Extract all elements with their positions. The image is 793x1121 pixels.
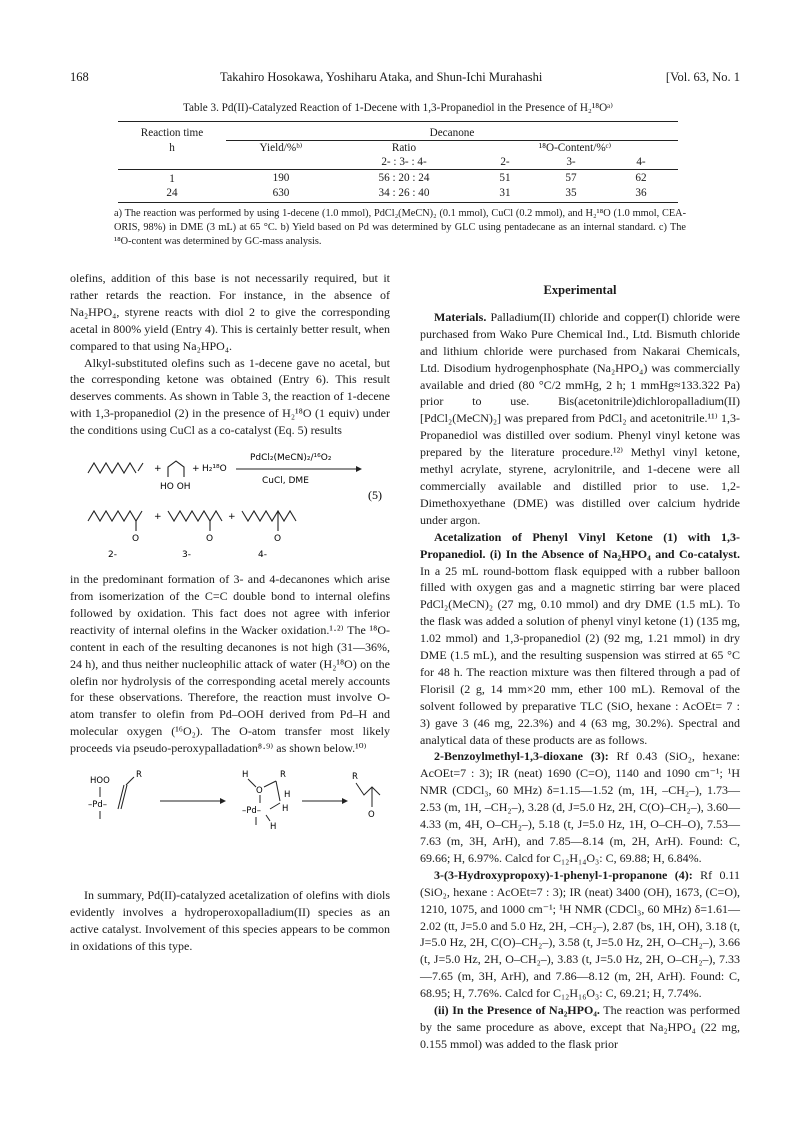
water-label: H₂¹⁸O [202,464,227,475]
propanediol-skeleton [168,461,184,477]
cell-content-4: 36 [635,187,647,199]
plus-sign: + [154,512,162,523]
decene-double-bond [138,463,143,471]
header-yield: Yield/%ᵇ⁾ [259,142,303,154]
header-content-2: 2- [500,156,510,168]
oxygen-label: O [256,786,263,797]
cell-ratio: 34 : 26 : 40 [378,187,430,199]
cell-time: 24 [166,187,178,199]
h-label: H [284,790,291,801]
left-column [70,270,390,955]
equation-number: (5) [368,488,382,503]
cell-ratio: 56 : 20 : 24 [378,172,430,184]
results-table [118,121,678,203]
table-footnotes: a) The reaction was performed by using 1-decene (1.0 mmol), PdCl₂(MeCN)₂ (0.1 mmol), CuCl (0.2 mmol), and H₂¹⁸O (1.0 mmol, CEA-ORIS, 98%) in DME (3 mL) at 65 °C. b) Yield based on Pd was determined by GLC using pentadecane as an internal standard. c) The ¹⁸O-content was determined by GC-mass analysis. [114,208,686,247]
cell-yield: 190 [272,172,290,184]
cell-time: 1 [169,173,175,185]
header-ratio-sub: 2- : 3- : 4- [381,156,427,168]
right-column [420,270,740,1053]
olefin-bond [118,785,124,809]
h-label: H [242,770,249,781]
plus-sign: + [228,512,236,523]
equation-5 [70,447,390,563]
header-content-3: 3- [566,156,576,168]
procedure-ii-label: (ii) In the Presence of Na₂HPO₄. [434,1003,600,1018]
cell-content-3: 35 [565,187,577,199]
h-label: H [282,804,289,815]
pd-label: –Pd– [242,806,262,817]
header-content-4: 4- [636,156,646,168]
cell-content-2: 51 [499,172,511,184]
4-decanone-skeleton [242,511,296,521]
materials-label: Materials. [434,309,487,324]
table-row [118,186,678,200]
cell-yield: 630 [272,187,290,199]
oxygen-label: O [274,534,282,545]
header-content: ¹⁸O-Content/%ᶜ⁾ [538,142,612,154]
oxygen-label: O [206,534,214,545]
label-2-decanone: 2- [108,550,117,561]
acetalization-text: In a 25 mL round-bottom flask equipped with a rubber balloon filled with oxygen gas and a magnetic stirring bar were placed PdCl₂(MeCN)₂ (27 mg, 0.10 mmol) and dry DME (1.5 mL). To the flask was added a solution of phenyl vinyl ketone (1) (135 mg, 1.02 mmol) and 1,3-propanediol (2) (92 mg, 1.21 mmol) in dry DME (1.5 mL), and the resulting suspension was stirred at 65 °C for 48 h. The reaction mixture was then filtered through a pad of Florisil (2 g, 14 mm×20 mm, ether 100 mL). Removal of the solvent followed by preparative TLC (SiO, hexane : AcOEt= 7 : 3) gave 3 (46 mg, 22.3%) and 4 (63 mg, 30.2%). Spectral and analytical data of these products are as follows. [420,563,740,747]
plus-sign: + [154,464,162,475]
procedure-ii-text: The reaction was performed by the same procedure as above, except that Na₂HPO₄ (22 mg, 0.155 mmol) was added to the flask prior [420,1003,740,1051]
reagent-top: PdCl₂(MeCN)₂/¹⁶O₂ [250,453,332,464]
r-label: R [352,772,358,783]
cyclic-bond [276,781,280,801]
h-label: H [270,822,277,833]
ketone-skeleton [356,783,380,795]
arrow-head [356,466,362,472]
olefin-bond-2 [121,785,127,809]
paragraph-base-effect: olefins, addition of this base is not necessarily required, but it rather retards the reaction. For instance, in the absence of Na₂HPO₄, styrene reacts with diol 2 to give the corresponding acetal in 800% yield (Entry 4). This is certainly better result, when compared to that using Na₂HPO₄. [70,271,391,353]
compound-4-label: 3-(3-Hydroxypropoxy)-1-phenyl-1-propanone (4): [434,867,693,882]
plus-sign: + [192,464,200,475]
acetalization-label: Acetalization of Phenyl Vinyl Ketone (1) with 1,3-Propanediol. (i) In the Absence of Na₂HPO₄ and Co-catalyst. [420,529,740,561]
r-label: R [280,770,286,781]
header-decanone: Decanone [226,122,678,141]
arrow-1-head [220,798,226,804]
label-3-decanone: 3- [182,550,191,561]
table-row [118,170,678,186]
arrow-2-head [342,798,348,804]
header-ratio: Ratio [391,142,417,154]
paragraph-alkyl-olefins: Alkyl-substituted olefins such as 1-decene gave no acetal, but the corresponding ketone was obtained (Entry 6). This result deserves comments. As shown in Table 3, the reaction of 1-decene with 1,3-propanediol (2) in the presence of H₂¹⁸O (1 equiv) under the conditions using CuCl as a co-catalyst (Eq. 5) results [70,355,390,438]
reagent-bottom: CuCl, DME [262,476,309,487]
header-h: h [169,141,175,154]
header-reaction-time: Reaction time [140,127,204,140]
compound-3-label: 2-Benzoylmethyl-1,3-dioxane (3): [434,749,609,764]
compound-4-text: Rf 0.11 (SiO₂, hexane : AcOEt=7 : 3); IR (neat) 3400 (OH), 1673, (C=O), 1210, 1075, and 1000 cm⁻¹; ¹H NMR (CDCl₃, 60 MHz) δ=1.61—2.02 (tt, J=5.0 and 5.0 Hz, 2H, –CH₂–), 2.87 (bs, 1H, OH), 3.18 (t, J=5.0 Hz, 2H, C(O)–CH₂–), 3.58 (t, J=5.0 Hz, 2H, O–CH₂–), 3.66 (t, J=5.0 Hz, 2H, O–CH₂–), 3.83 (t, J=5.0 Hz, 2H, O–CH₂–), 7.33—7.65 (m, 3H, ArH), and 7.86—8.12 (m, 2H, ArH). Found: C, 68.95; H, 7.76%. Calcd for C₁₂H₁₆O₃: C, 69.21; H, 7.74%. [420,867,741,1001]
scheme-structures [70,767,390,877]
2-decanone-skeleton [88,511,142,521]
page-number: 168 [70,70,89,84]
equation-5-structures [70,447,390,563]
paragraph-summary: In summary, Pd(II)-catalyzed acetalization of olefins with diols evidently involves a hydroperoxopalladium(II) species as an active catalyst. Involvement of this species appears to be common in oxidations of this type. [70,888,390,953]
table-caption: Table 3. Pd(II)-Catalyzed Reaction of 1-Decene with 1,3-Propanediol in the Presence of H₂¹⁸Oᵃ⁾ [183,102,613,114]
r-label: R [136,770,142,781]
cell-content-3: 57 [565,172,577,184]
label-4-decanone: 4- [258,550,267,561]
hoo-label: HOO [90,776,110,787]
cyclic-bond [264,781,276,787]
materials-text: Palladium(II) chloride and copper(I) chloride were purchased from Wako Pure Chemical Ind., Ltd. Bismuth chloride and lithium chloride were purchased from Nakarai Chemicals, Ltd. Disodium hydrogenphosphate (Na₂HPO₄) was commercially available and dried (80 °C/2 mmHg, 2 h; 1 mmHg≈133.322 Pa) prior to use. Bis(acetonitrile)dichloropalladium(II) [PdCl₂(MeCN)₂] was prepared from PdCl₂ and acetonitrile.¹¹⁾ 1,3-Propanediol was distilled over sodium. Phenyl vinyl ketone was prepared by the literature procedure.¹²⁾ Methyl vinyl ketone, methyl acrylate, styrene, acrylonitrile, and 1-decene were all commercially available and distilled prior to use. 1,2-Dimethoxyethane (DME) was distilled over calcium hydride under argon. [420,309,740,527]
diol-label: HO OH [160,482,191,493]
pd-h-bond [270,803,280,809]
table-3 [104,101,692,249]
volume-info: [Vol. 63, No. 1 [665,70,740,84]
olefin-r-bond [126,777,134,785]
compound-3-text: Rf 0.43 (SiO₂, hexane: AcOEt=7 : 3); IR (neat) 1690 (C=O), 1140 and 1090 cm⁻¹; ¹H NMR (CDCl₃, 60 MHz) δ=1.15—1.52 (m, 1H, –CH₂–), 1.73—2.53 (m, 1H, –CH₂–), 3.28 (d, J=5.0 Hz, 2H, C(O)–CH₂–), 3.60—4.33 (m, 4H, O–CH₂–), 5.18 (t, J=5.0 Hz, 1H, O–CH–O), 7.53—7.63 (m, 3H, ArH), and 7.85—8.14 (m, 2H, ArH). Found: C, 69.66; H, 6.97%. Calcd for C₁₂H₁₄O₃: C, 69.88; H, 6.84%. [420,749,740,865]
pd-label: –Pd– [88,800,108,811]
cell-content-2: 31 [499,187,511,199]
cell-content-4: 62 [635,172,647,184]
decene-skeleton [88,463,136,473]
section-heading-experimental: Experimental [543,283,617,297]
3-decanone-skeleton [168,511,222,521]
oxygen-label: O [368,810,375,821]
cyclic-bond [248,779,256,787]
running-authors: Takahiro Hosokawa, Yoshiharu Ataka, and Shun-Ichi Murahashi [220,70,543,84]
peroxypalladation-scheme [70,767,390,877]
oxygen-label: O [132,534,140,545]
c-lower-bond [266,815,270,821]
paragraph-decanones: in the predominant formation of 3- and 4-decanones which arise from isomerization of the C=C double bond to internal olefins followed by oxidation. This fact does not agree with inferior reactivity of internal olefins in the Wacker oxidation.¹·²⁾ The ¹⁸O-content in each of the resulting decanones is not high (31—36%, 24 h), and thus neither nucleophilic attack of water (H₂¹⁸O) on the olefin nor hydrolysis of the corresponding acetal merely accounts for these observations. Therefore, the reaction must involve O-atom transfer to olefin from Pd–OOH derived from Pd–H and molecular oxygen (¹⁶O₂). The O-atom transfer most likely proceeds via pseudo-peroxypalladation⁸·⁹⁾ as shown below.¹⁰⁾ [70,572,390,756]
